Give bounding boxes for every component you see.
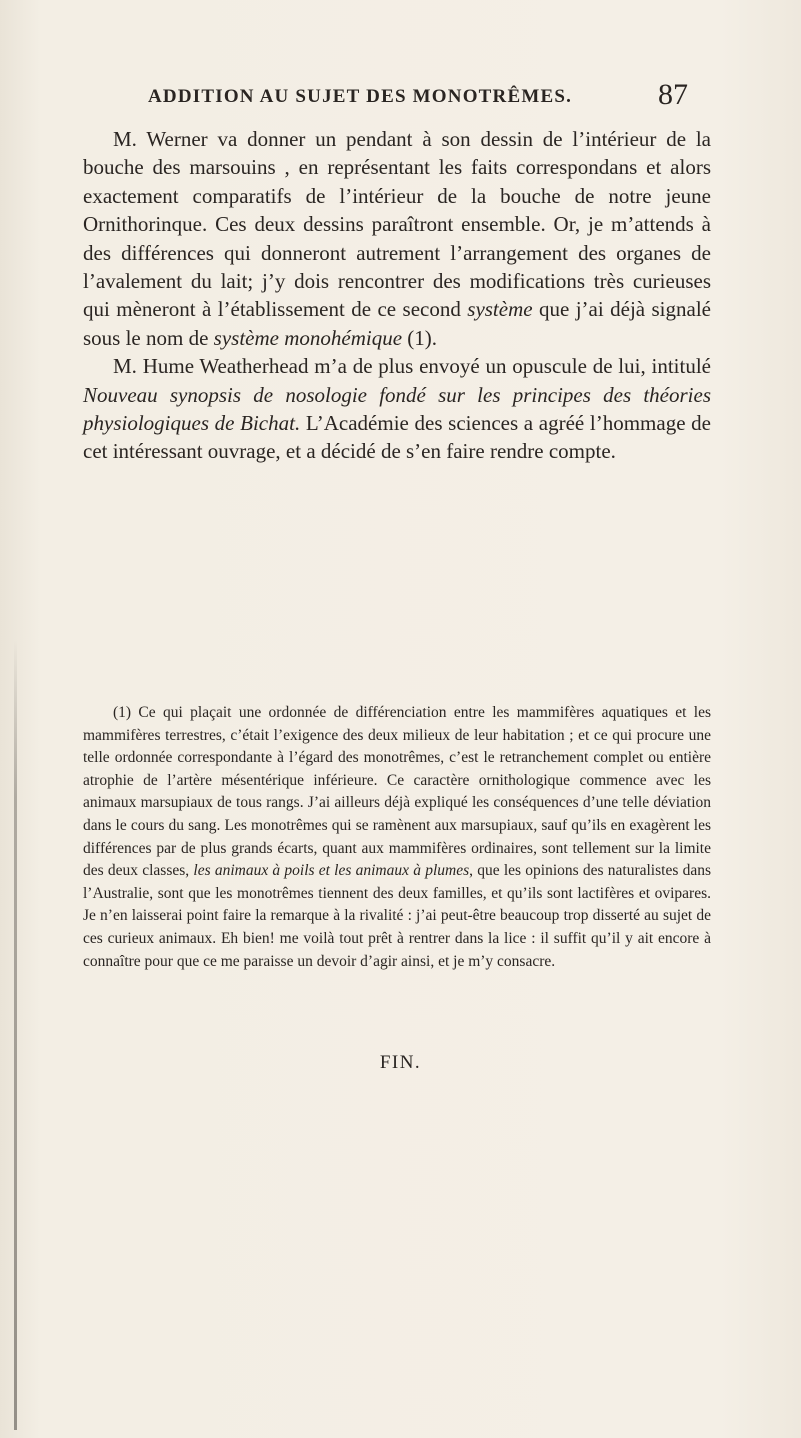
paragraph-weatherhead [83,352,711,466]
italic-systeme: système [467,297,533,322]
main-text [83,125,711,466]
page-header [148,78,688,118]
paragraph-weatherhead-text-2: L’Académie des sciences a agréé l’hommage de cet intéressant ouvrage, et a décidé de s’en faire rendre compte. [83,411,711,464]
paragraph-werner-text-2: que j’ai déjà signalé sous le nom de [83,297,711,350]
footnote-text-2: , que les opinions des naturalistes dans l’Australie, sont que les monotrêmes tiennent des deux familles, et qu’ils sont lactifères et ovipares. Je n’en laisserai point faire la remarque à la rivalité : j’ai peut-être beaucoup trop disserté au sujet de ces curieux animaux. Eh bien! me voilà tout prêt à rentrer dans la lice : il suffit qu’il y ait encore à connaître pour que ce me paraisse un devoir d’agir ainsi, et je m’y consacre. [83,862,711,970]
italic-systeme-monohemique: système monohémique [213,325,403,350]
binding-shadow [14,640,17,1430]
running-head: ADDITION AU SUJET DES MONOTRÊMES. [148,86,573,107]
footnote [83,702,711,973]
footnote-italic: les animaux à poils et les animaux à plumes [193,862,470,880]
paragraph-weatherhead-text: M. Hume Weatherhead m’a de plus envoyé un opuscule de lui, intitulé [113,354,711,379]
paragraph-werner [83,125,711,352]
italic-book-title: Nouveau synopsis de nosologie fondé sur les principes des théories physiologiques de Bichat. [83,382,711,436]
end-mark: FIN. [379,1052,422,1073]
footnote-text: (1) Ce qui plaçait une ordonnée de différenciation entre les mammifères aquatiques et les mammifères terrestres, c’était l’exigence des deux milieux de leur habitation ; et ce qui procure une telle ordonnée correspondante à l’égard des monotrêmes, c’est le retranchement complet ou entière atrophie de l’artère mésentérique inférieure. Ce caractère ornithologique commence avec les animaux marsupiaux de tous rangs. J’ai ailleurs déjà expliqué les conséquences d’une telle déviation dans le cours du sang. Les monotrêmes qui se ramènent aux marsupiaux, sauf qu’ils en exagèrent les différences par de plus grands écarts, quant aux mammifères ordinaires, sont tellement sur la limite des deux classes, [83,704,711,880]
paragraph-werner-text: M. Werner va donner un pendant à son dessin de l’intérieur de la bouche des marsouins , en représentant les faits correspondans et alors exactement comparatifs de l’intérieur de la bouche de notre jeune Ornithorinque. Ces deux dessins paraîtront ensemble. Or, je m’attends à des différences qui donneront autrement l’arrangement des organes de l’avalement du lait; j’y dois rencontrer des modifications très curieuses qui mèneront à l’établissement de ce second [83,127,711,322]
footnote-paragraph [83,702,711,973]
page-number: 87 [658,78,688,111]
footnote-reference: (1). [402,325,438,350]
